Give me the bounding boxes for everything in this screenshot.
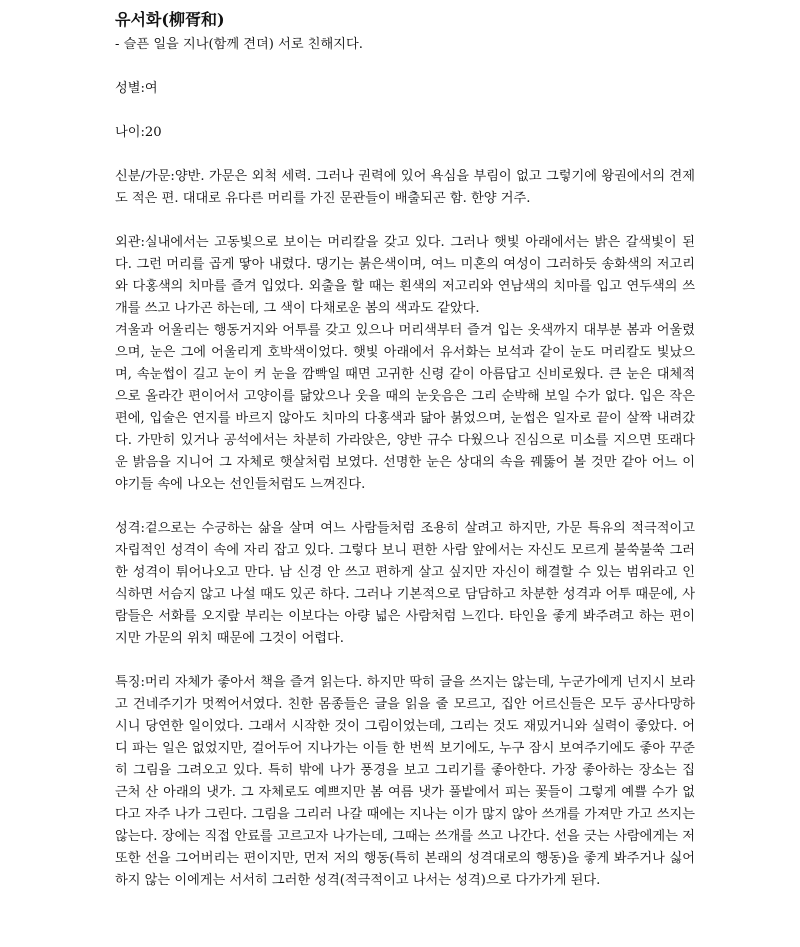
status-family-field: 신분/가문:양반. 가문은 외척 세력. 그러나 권력에 있어 욕심을 부림이 없고 그렇기에 왕권에서의 견제도 적은 편. 대대로 유다른 머리를 가진 문관들이 배출되곤 함. 한양 거주.	[115, 169, 695, 206]
age-field: 나이:20	[115, 125, 162, 140]
name-meaning-subtitle: - 슬픈 일을 지나(함께 견뎌) 서로 친해지다.	[115, 37, 363, 52]
personality-field: 성격:겉으로는 수긍하는 삶을 살며 여느 사람들처럼 조용히 살려고 하지만, 가문 특유의 적극적이고 자립적인 성격이 속에 자리 잡고 있다. 그렇다 보니 편한 사람 앞에서는 자신도 모르게 불쑥불쑥 그러한 성격이 튀어나오고 만다. 남 신경 안 쓰고 편하게 살고 싶지만 자신이 해결할 수 있는 범위라고 인식하면 서슴지 않고 나설 때도 있곤 하다. 그러나 기본적으로 담담하고 차분한 성격과 어투 때문에, 사람들은 서화를 오지랖 부리는 이보다는 아량 넓은 사람처럼 느낀다. 타인을 좋게 봐주려고 하는 편이지만 가문의 위치 때문에 그것이 어렵다.	[115, 521, 695, 646]
character-name-title: 유서화(柳胥和)	[115, 10, 225, 29]
appearance-paragraph-1: 외관:실내에서는 고동빛으로 보이는 머리칼을 갖고 있다. 그러나 햇빛 아래에서는 밝은 갈색빛이 된다. 그런 머리를 곱게 땋아 내렸다. 댕기는 붉은색이며, 여느 미혼의 여성이 그러하듯 송화색의 저고리와 다홍색의 치마를 즐겨 입었다. 외출을 할 때는 흰색의 저고리와 연남색의 치마를 입고 연두색의 쓰개를 쓰고 나가곤 하는데, 그 색이 다채로운 봄의 색과도 같았다.	[115, 235, 695, 316]
appearance-paragraph-2: 겨울과 어울리는 행동거지와 어투를 갖고 있으나 머리색부터 즐겨 입는 옷색까지 대부분 봄과 어울렸으며, 눈은 그에 어울리게 호박색이었다. 햇빛 아래에서 유서화는 보석과 같이 눈도 머리칼도 빛났으며, 속눈썹이 길고 눈이 커 눈을 깜빡일 때면 고귀한 신령 같이 아름답고 신비로웠다. 큰 눈은 대체적으로 올라간 편이어서 고양이를 닮았으나 웃을 때의 눈웃음은 그리 순박해 보일 수가 없다. 입은 작은 편에, 입술은 연지를 바르지 않아도 치마의 다홍색과 닮아 붉었으며, 눈썹은 일자로 끝이 살짝 내려갔다. 가만히 있거나 공석에서는 차분히 가라앉은, 양반 규수 다웠으나 진심으로 미소를 지으면 또래다운 밝음을 지니어 그 자체로 햇살처럼 보였다. 선명한 눈은 상대의 속을 꿰뚫어 볼 것만 같아 어느 이야기들 속에 나오는 선인들처럼도 느껴진다.	[115, 323, 695, 492]
traits-field: 특징:머리 자체가 좋아서 책을 즐겨 읽는다. 하지만 딱히 글을 쓰지는 않는데, 누군가에게 넌지시 보라고 건네주기가 멋쩍어서였다. 친한 몸종들은 글을 읽을 줄 모르고, 집안 어르신들은 모두 공사다망하시니 당연한 일이었다. 그래서 시작한 것이 그림이었는데, 그리는 것도 재밌거니와 실력이 좋았다. 어디 파는 일은 없었지만, 걸어두어 지나가는 이들 한 번씩 보기에도, 누구 잠시 보여주기에도 좋아 꾸준히 그림을 그려오고 있다. 특히 밖에 나가 풍경을 보고 그리기를 좋아한다. 가장 좋아하는 장소는 집 근처 산 아래의 냇가. 그 자체로도 예쁘지만 봄 여름 냇가 풀밭에서 피는 꽃들이 그렇게 예쁠 수가 없다고 자주 나가 그린다. 그림을 그리러 나갈 때에는 지나는 이가 많지 않아 쓰개를 가져만 가고 쓰지는 않는다. 장에는 직접 안료를 고르고자 나가는데, 그때는 쓰개를 쓰고 나간다. 선을 긋는 사람에게는 저 또한 선을 그어버리는 편이지만, 먼저 저의 행동(특히 본래의 성격대로의 행동)을 좋게 봐주거나 싫어하지 않는 이에게는 서서히 그러한 성격(적극적이고 나서는 성격)으로 다가가게 된다.	[115, 675, 695, 888]
gender-field: 성별:여	[115, 81, 158, 96]
character-profile-document	[115, 8, 695, 892]
